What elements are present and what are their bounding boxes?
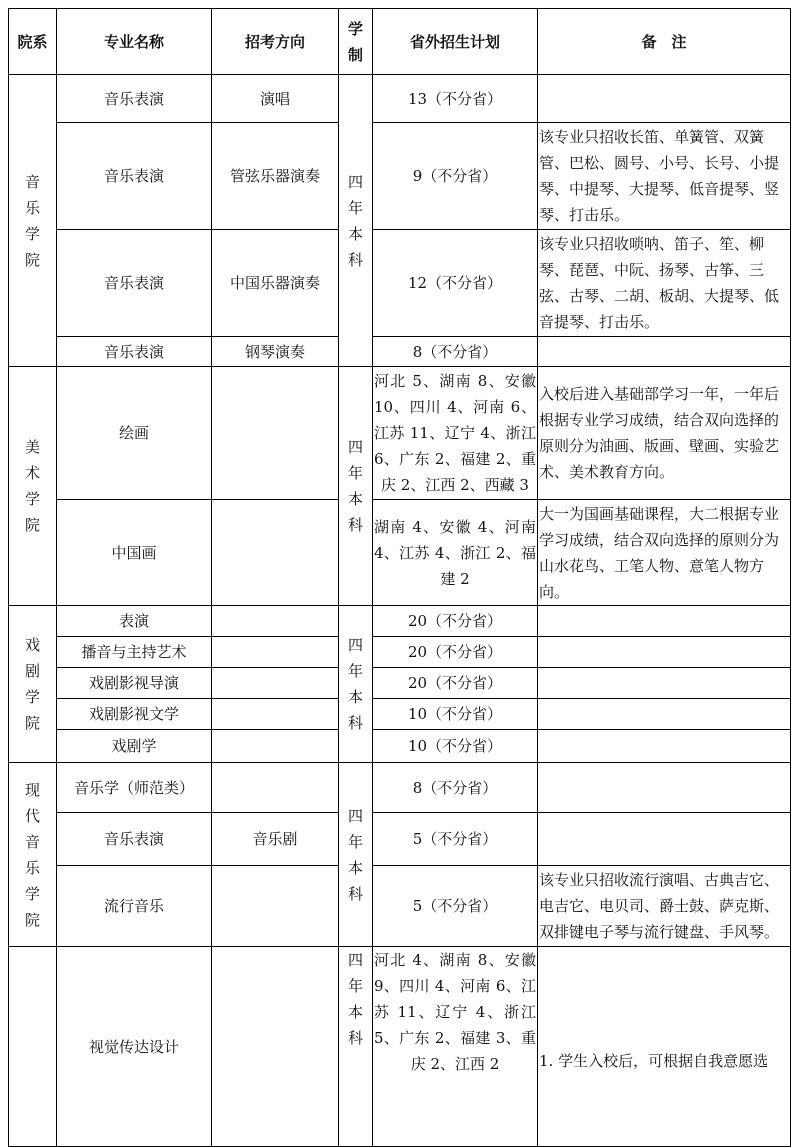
direction-cell: [212, 699, 339, 730]
table-row: [9, 668, 791, 699]
major-cell: 视觉传达设计: [57, 947, 212, 1147]
table-row: [9, 123, 791, 230]
duration-text: 四年本科: [347, 172, 363, 269]
department-name: 戏剧学院: [24, 636, 40, 732]
direction-cell: 演唱: [212, 75, 339, 123]
direction-cell: [212, 637, 339, 668]
plan-cell: 5（不分省）: [373, 866, 538, 947]
department-cell: [9, 763, 57, 947]
major-cell: 戏剧影视导演: [57, 668, 212, 699]
table-row: [9, 337, 791, 367]
plan-cell: 8（不分省）: [373, 763, 538, 813]
plan-cell: 湖南 4、安徽 4、河南 4、江苏 4、浙江 2、福建 2: [373, 500, 538, 606]
notes-cell: 该专业只招收唢呐、笛子、笙、柳琴、琵琶、中阮、扬琴、古筝、三弦、古琴、二胡、板胡、大提琴、低音提琴、打击乐。: [538, 230, 791, 337]
major-cell: 音乐学（师范类）: [57, 763, 212, 813]
table-row: [9, 75, 791, 123]
notes-cell: [538, 763, 791, 813]
notes-cell: 大一为国画基础课程，大二根据专业学习成绩，结合双向选择的原则分为山水花鸟、工笔人物、意笔人物方向。: [538, 500, 791, 606]
major-cell: 音乐表演: [57, 123, 212, 230]
duration-text: 四年本科: [347, 636, 363, 732]
department-name: 美术学院: [24, 438, 40, 534]
direction-cell: [212, 500, 339, 606]
notes-cell: [538, 637, 791, 668]
major-cell: 中国画: [57, 500, 212, 606]
duration-text: 四年本科: [347, 806, 363, 903]
duration-text: 四年本科: [347, 438, 363, 534]
plan-cell: 20（不分省）: [373, 606, 538, 637]
department-cell: [9, 367, 57, 606]
table-row: [9, 367, 791, 500]
direction-cell: [212, 866, 339, 947]
major-cell: 音乐表演: [57, 75, 212, 123]
notes-cell: [538, 606, 791, 637]
enrollment-plan-table: [8, 8, 791, 1147]
direction-cell: 钢琴演奏: [212, 337, 339, 367]
department-cell: [9, 947, 57, 1147]
direction-cell: [212, 606, 339, 637]
notes-cell: 入校后进入基础部学习一年，一年后根据专业学习成绩，结合双向选择的原则分为油画、版画、壁画、实验艺术、美术教育方向。: [538, 367, 791, 500]
table-row: [9, 730, 791, 763]
header-notes: 备 注: [538, 9, 791, 75]
table-row: [9, 606, 791, 637]
header-major: 专业名称: [57, 9, 212, 75]
plan-cell: 20（不分省）: [373, 637, 538, 668]
major-cell: 戏剧影视文学: [57, 699, 212, 730]
plan-cell: 10（不分省）: [373, 699, 538, 730]
header-plan: 省外招生计划: [373, 9, 538, 75]
plan-cell: 10（不分省）: [373, 730, 538, 763]
plan-cell: 河北 5、湖南 8、安徽 10、四川 4、河南 6、江苏 11、辽宁 4、浙江 6、广东 2、福建 2、重庆 2、江西 2、西藏 3: [373, 367, 538, 500]
plan-cell: 12（不分省）: [373, 230, 538, 337]
header-department: 院系: [9, 9, 57, 75]
notes-cell: [538, 730, 791, 763]
table-row: [9, 763, 791, 813]
duration-cell: [339, 606, 373, 763]
plan-cell: 5（不分省）: [373, 813, 538, 866]
header-duration: [339, 9, 373, 75]
direction-cell: [212, 947, 339, 1147]
table-body: [9, 75, 791, 1147]
direction-cell: [212, 367, 339, 500]
direction-cell: [212, 668, 339, 699]
major-cell: 播音与主持艺术: [57, 637, 212, 668]
direction-cell: 管弦乐器演奏: [212, 123, 339, 230]
department-name: 现代音乐学院: [24, 780, 40, 929]
plan-cell: 13（不分省）: [373, 75, 538, 123]
notes-cell: [538, 813, 791, 866]
table-row: [9, 230, 791, 337]
duration-cell: [339, 763, 373, 947]
department-cell: [9, 75, 57, 367]
notes-cell: 该专业只招收长笛、单簧管、双簧管、巴松、圆号、小号、长号、小提琴、中提琴、大提琴、低音提琴、竖琴、打击乐。: [538, 123, 791, 230]
table-row: [9, 500, 791, 606]
notes-cell: 1. 学生入校后，可根据自我意愿选: [538, 947, 791, 1147]
duration-cell: [339, 947, 373, 1147]
major-cell: 音乐表演: [57, 230, 212, 337]
table-row: [9, 947, 791, 1147]
major-cell: 表演: [57, 606, 212, 637]
header-duration-text: 学制: [347, 19, 363, 64]
department-cell: [9, 606, 57, 763]
table-row: [9, 699, 791, 730]
table-row: [9, 813, 791, 866]
table-row: [9, 866, 791, 947]
notes-cell: [538, 75, 791, 123]
major-cell: 音乐表演: [57, 813, 212, 866]
notes-cell: 该专业只招收流行演唱、古典吉它、电吉它、电贝司、爵士鼓、萨克斯、双排键电子琴与流行键盘、手风琴。: [538, 866, 791, 947]
major-cell: 音乐表演: [57, 337, 212, 367]
duration-text: 四年本科: [347, 951, 363, 1047]
notes-cell: [538, 699, 791, 730]
plan-cell: 河北 4、湖南 8、安徽 9、四川 4、河南 6、江苏 11、辽宁 4、浙江 5、广东 2、福建 3、重庆 2、江西 2: [373, 947, 538, 1147]
department-name: 音乐学院: [24, 172, 40, 269]
direction-cell: [212, 763, 339, 813]
direction-cell: 音乐剧: [212, 813, 339, 866]
header-direction: 招考方向: [212, 9, 339, 75]
direction-cell: [212, 730, 339, 763]
table-row: [9, 637, 791, 668]
header-row: [9, 9, 791, 75]
notes-cell: [538, 337, 791, 367]
plan-cell: 20（不分省）: [373, 668, 538, 699]
major-cell: 戏剧学: [57, 730, 212, 763]
direction-cell: 中国乐器演奏: [212, 230, 339, 337]
notes-cell: [538, 668, 791, 699]
duration-cell: [339, 75, 373, 367]
plan-cell: 8（不分省）: [373, 337, 538, 367]
duration-cell: [339, 367, 373, 606]
major-cell: 绘画: [57, 367, 212, 500]
plan-cell: 9（不分省）: [373, 123, 538, 230]
major-cell: 流行音乐: [57, 866, 212, 947]
